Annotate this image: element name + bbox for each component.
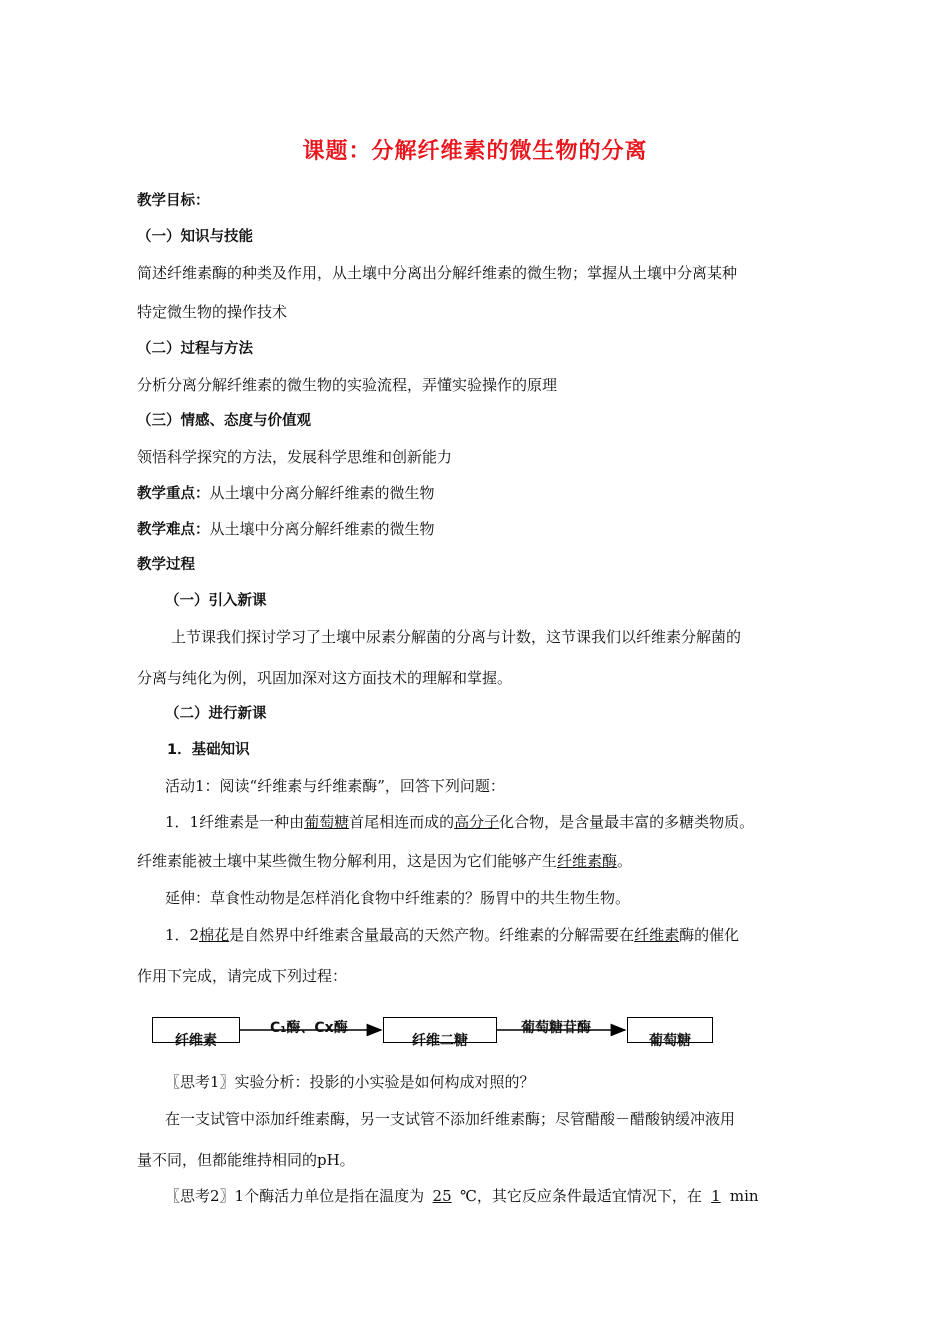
think-2: [165, 1186, 759, 1206]
extension: 延伸：草食性动物是怎样消化食物中纤维素的？肠胃中的共生物生物。: [165, 889, 631, 907]
think-1-answer-1: 在一支试管中添加纤维素酶，另一支试管不添加纤维素酶；尽管醋酸－醋酸钠缓冲液用: [165, 1110, 736, 1128]
page-title: 课题：分解纤维素的微生物的分离: [302, 139, 648, 164]
question-1-2-line2: 作用下完成，请完成下列过程：: [137, 967, 348, 985]
q11-answer-1: 葡萄糖: [304, 813, 350, 831]
intro-text-2: 分离与纯化为例，巩固加深对这方面技术的理解和掌握。: [137, 669, 513, 687]
process-text: 分析分离分解纤维素的微生物的实验流程，弄懂实验操作的原理: [137, 376, 558, 394]
key-point-text: 从土壤中分离分解纤维素的微生物: [209, 484, 435, 502]
activity-1: 活动1：阅读“纤维素与纤维素酶”，回答下列问题：: [165, 777, 505, 795]
think2-suffix: min: [729, 1187, 759, 1205]
think2-answer-1: 25: [432, 1187, 452, 1205]
think2-answer-2: 1: [711, 1187, 721, 1205]
knowledge-text-1: 简述纤维素酶的种类及作用，从土壤中分离出分解纤维素的微生物；掌握从土壤中分离某种: [137, 264, 738, 282]
basic-heading: 1．基础知识: [167, 742, 250, 758]
q12-answer-1: 棉花: [199, 926, 230, 944]
teaching-process-heading: 教学过程: [137, 557, 195, 573]
flow-arrow-1-label: C₁酶、Cx酶: [270, 1020, 348, 1036]
flow-arrow-2-label: 葡萄糖苷酶: [521, 1020, 591, 1036]
flow-box-glucose: [627, 1017, 713, 1049]
process-heading: （二）过程与方法: [137, 341, 253, 357]
difficulty-label: 教学难点：: [137, 522, 210, 538]
flow-box-glucose-label: 葡萄糖: [649, 1033, 691, 1049]
emotion-heading: （三）情感、态度与价值观: [137, 413, 311, 429]
q12-prefix: 1．2: [165, 926, 200, 944]
think2-prefix: 〖思考2〗1个酶活力单位是指在温度为: [165, 1187, 425, 1205]
q12-mid: 是自然界中纤维素含量最高的天然产物。纤维素的分解需要在: [229, 926, 635, 944]
key-point-label: 教学重点：: [137, 486, 210, 502]
q11-answer-3: 纤维素酶: [557, 852, 618, 870]
intro-text-1: 上节课我们探讨学习了土壤中尿素分解菌的分离与计数，这节课我们以纤维素分解菌的: [171, 628, 742, 646]
flow-box-cellobiose: [383, 1017, 497, 1049]
q11-answer-2: 高分子: [454, 813, 500, 831]
q11-mid: 首尾相连而成的: [349, 813, 455, 831]
knowledge-text-2: 特定微生物的操作技术: [137, 303, 288, 321]
flow-box-cellulose: [152, 1017, 240, 1049]
difficulty-text: 从土壤中分离分解纤维素的微生物: [209, 520, 435, 538]
q11-prefix: 1．1纤维素是一种由: [165, 813, 305, 831]
think2-mid: ℃，其它反应条件最适宜情况下，在: [460, 1187, 702, 1205]
objectives-heading: 教学目标：: [137, 193, 210, 209]
intro-heading: （一）引入新课: [165, 593, 267, 609]
q12-suffix: 酶的催化: [679, 926, 740, 944]
think-1-answer-2: 量不同，但都能维持相同的pH。: [137, 1151, 355, 1169]
q11-suffix: 化合物，是含量最丰富的多糖类物质。: [499, 813, 755, 831]
flow-box-cellobiose-label: 纤维二糖: [412, 1033, 468, 1049]
q12-answer-2: 纤维素: [634, 926, 680, 944]
q11-line2-suffix: 。: [617, 852, 633, 870]
q11-line2-prefix: 纤维素能被土壤中某些微生物分解利用，这是因为它们能够产生: [137, 852, 558, 870]
flow-box-cellulose-label: 纤维素: [175, 1033, 217, 1049]
think-1-question: 〖思考1〗实验分析：投影的小实验是如何构成对照的？: [165, 1073, 535, 1091]
emotion-text: 领悟科学探究的方法，发展科学思维和创新能力: [137, 448, 453, 466]
knowledge-heading: （一）知识与技能: [137, 229, 253, 245]
new-lesson-heading: （二）进行新课: [165, 706, 267, 722]
